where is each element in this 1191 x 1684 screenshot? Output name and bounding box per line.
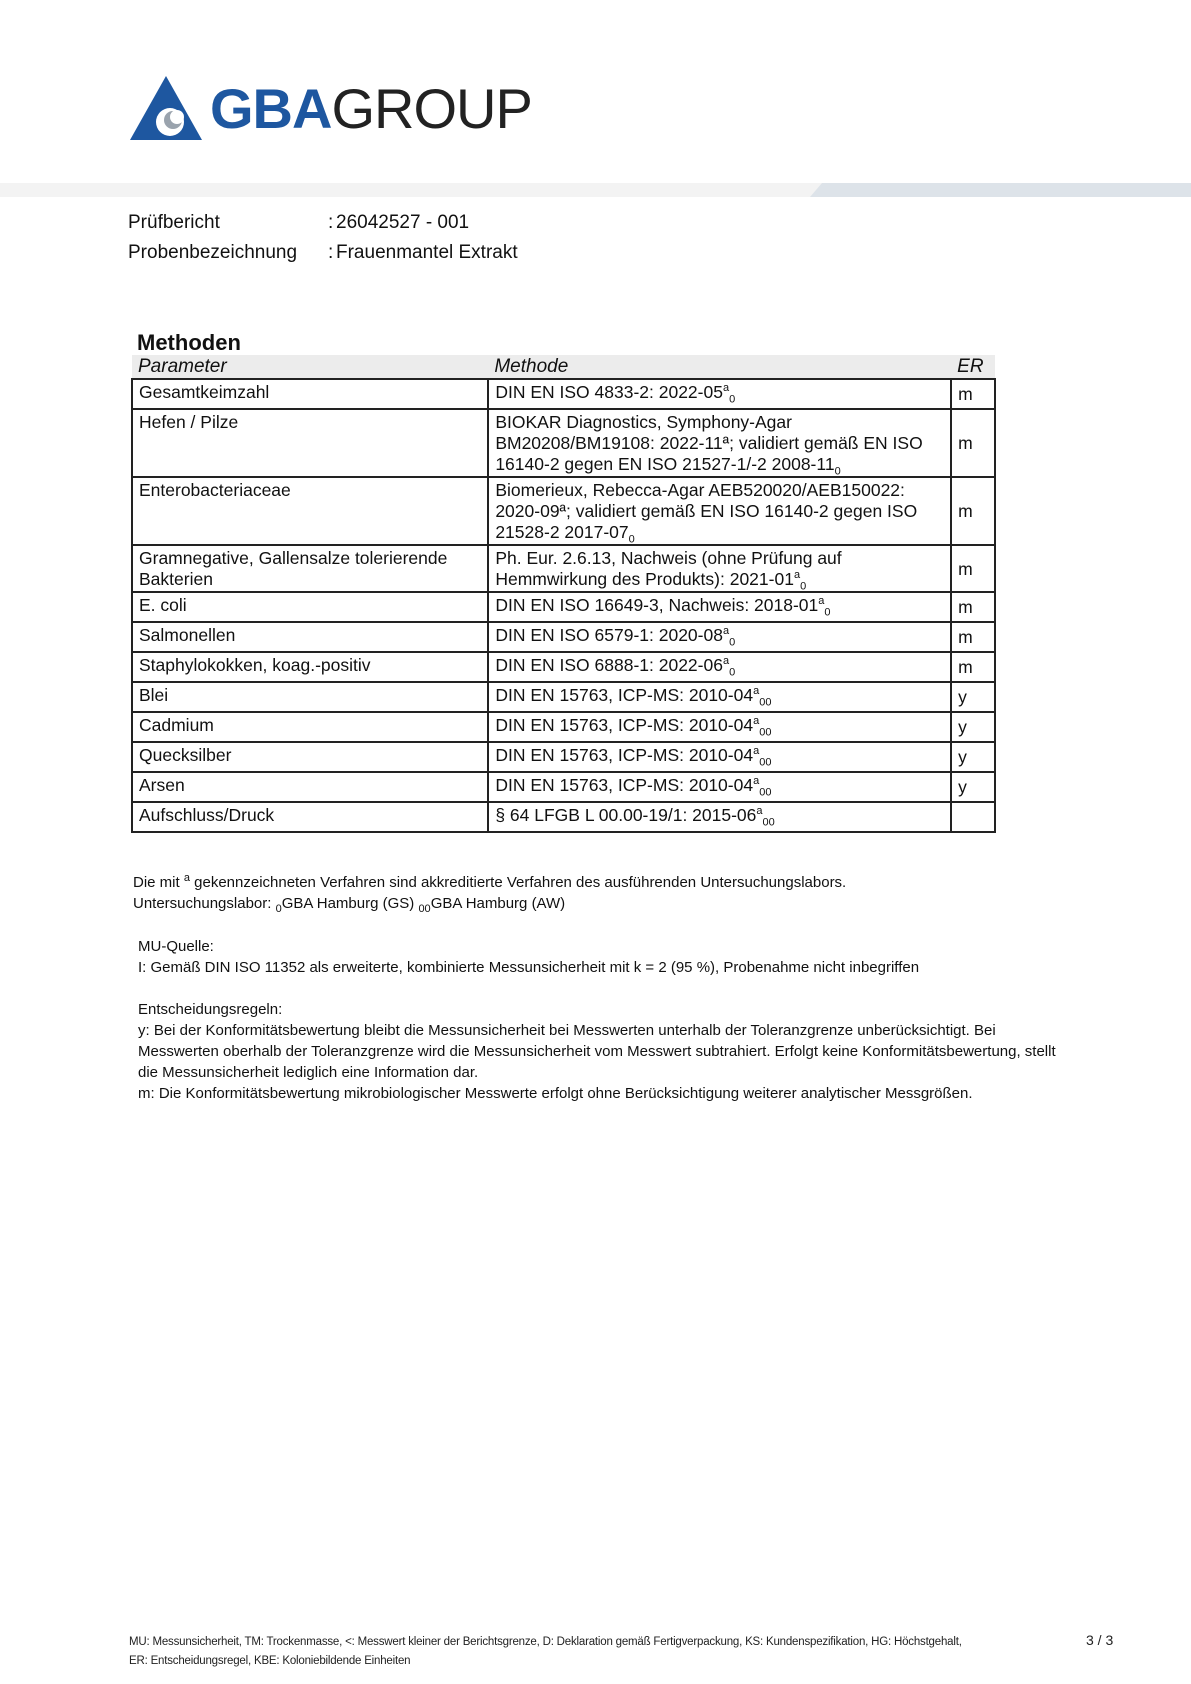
sample-name-label: Probenbezeichnung [128,242,298,263]
footer-legend [129,1633,962,1671]
accreditation-note [133,872,846,914]
header-parameter: Parameter [132,355,488,379]
rules-title: Entscheidungsregeln: [138,1001,283,1018]
header-method: Methode [488,355,951,379]
methods-row [132,592,995,622]
gba-logo-icon [130,76,202,142]
cell-parameter: Arsen [132,772,488,802]
decision-rules-note [138,999,1078,1104]
mu-text: I: Gemäß DIN ISO 11352 als erweiterte, kombinierte Messunsicherheit mit k = 2 (95 %), Probenahme nicht inbegriffen [138,959,920,976]
methods-row [132,682,995,712]
cell-method: Ph. Eur. 2.6.13, Nachweis (ohne Prüfung auf Hemmwirkung des Produkts): $2021-01^a_0$ [488,545,951,592]
mu-source-note [138,936,919,978]
cell-method: DIN EN 15763, ICP-MS: $2010-04^a_{00}$ [488,742,951,772]
sample-name-value: Frauenmantel Extrakt [336,242,518,263]
header-band-accent [810,183,1191,197]
cell-er: m [951,592,995,622]
lab-line: Untersuchungslabor: $_0$GBA Hamburg (GS) $_{00}$GBA Hamburg (AW) [133,895,566,915]
cell-parameter: Hefen / Pilze [132,409,488,477]
cell-er [951,802,995,832]
cell-method: DIN EN 15763, ICP-MS: $2010-04^a_{00}$ [488,712,951,742]
cell-er: y [951,682,995,712]
methods-row [132,772,995,802]
report-number-value: 26042527 - 001 [336,212,470,233]
methods-row [132,379,995,409]
cell-method: § 64 LFGB L 00.00-19/1: $2015-06^a_{00}$ [488,802,951,832]
rule-m: m: Die Konformitätsbewertung mikrobiologischer Messwerte erfolgt ohne Berücksichtigung weiterer analytischer Messgrößen. [138,1085,973,1102]
methods-title: Methoden [137,330,241,355]
methods-header-row [132,355,995,379]
cell-parameter: Cadmium [132,712,488,742]
cell-parameter: Quecksilber [132,742,488,772]
methods-table [131,355,996,833]
report-number-label: Prüfbericht [128,212,220,233]
footer-line-2: ER: Entscheidungsregel, KBE: Koloniebildende Einheiten [129,1655,411,1667]
report-number-row: Prüfbericht : 26042527 - 001 [128,208,518,238]
sample-name-row: Probenbezeichnung : Frauenmantel Extrakt [128,238,518,268]
methods-row [132,477,995,545]
cell-er: y [951,742,995,772]
cell-er: m [951,545,995,592]
cell-method: Biomerieux, Rebecca-Agar AEB520020/AEB150022: 2020-09ª; validiert gemäß EN ISO 16140-2 gegen ISO 21528-2 $2017-07_0$ [488,477,951,545]
cell-er: y [951,712,995,742]
company-logo [130,74,532,144]
cell-method: DIN EN ISO 6579-1: $2020-08^a_0$ [488,622,951,652]
methods-row [132,545,995,592]
logo-brand-bold: GBA [210,77,332,140]
methods-row [132,652,995,682]
methods-row [132,802,995,832]
mu-title: MU-Quelle: [138,938,214,955]
cell-parameter: Salmonellen [132,622,488,652]
cell-er: m [951,652,995,682]
cell-parameter: Blei [132,682,488,712]
cell-er: y [951,772,995,802]
cell-parameter: Enterobacteriaceae [132,477,488,545]
report-meta [128,208,518,268]
cell-parameter: Gesamtkeimzahl [132,379,488,409]
cell-parameter: E. coli [132,592,488,622]
cell-er: m [951,409,995,477]
methods-row [132,742,995,772]
cell-er: m [951,622,995,652]
cell-method: DIN EN 15763, ICP-MS: $2010-04^a_{00}$ [488,772,951,802]
cell-method: DIN EN 15763, ICP-MS: $2010-04^a_{00}$ [488,682,951,712]
accredited-line: Die mit $^a$ gekennzeichneten Verfahren sind akkreditierte Verfahren des ausführenden Untersuchungslabors. [133,872,847,891]
logo-brand-light: GROUP [331,77,532,140]
cell-method: DIN EN ISO 4833-2: $2022-05^a_0$ [488,379,951,409]
header-er: ER [951,355,995,379]
cell-method: DIN EN ISO 16649-3, Nachweis: $2018-01^a_0$ [488,592,951,622]
cell-parameter: Gramnegative, Gallensalze tolerierende Bakterien [132,545,488,592]
rule-y: y: Bei der Konformitätsbewertung bleibt die Messunsicherheit bei Messwerten unterhalb der Toleranzgrenze unberücksichtigt. Bei Messwerten oberhalb der Toleranzgrenze wird die Messunsicherheit vom Messwert subtrahiert. Erfolgt keine Konformitätsbewertung, stellt die Messunsicherheit lediglich eine Information dar. [138,1022,1056,1081]
cell-method: DIN EN ISO 6888-1: $2022-06^a_0$ [488,652,951,682]
cell-method: BIOKAR Diagnostics, Symphony-Agar BM20208/BM19108: 2022-11ª; validiert gemäß EN ISO 16140-2 gegen EN ISO 21527-1/-2 $2008-11_0$ [488,409,951,477]
methods-row [132,712,995,742]
methods-body [132,379,995,832]
cell-parameter: Staphylokokken, koag.-positiv [132,652,488,682]
cell-er: m [951,477,995,545]
page-number: 3 / 3 [1086,1632,1114,1648]
methods-row [132,622,995,652]
logo-wordmark [210,77,532,140]
footer-line-1: MU: Messunsicherheit, TM: Trockenmasse, <: Messwert kleiner der Berichtsgrenze, D: Deklaration gemäß Fertigverpackung, KS: Kundenspezifikation, HG: Höchstgehalt, [129,1636,962,1648]
cell-er: m [951,379,995,409]
methods-row [132,409,995,477]
cell-parameter: Aufschluss/Druck [132,802,488,832]
